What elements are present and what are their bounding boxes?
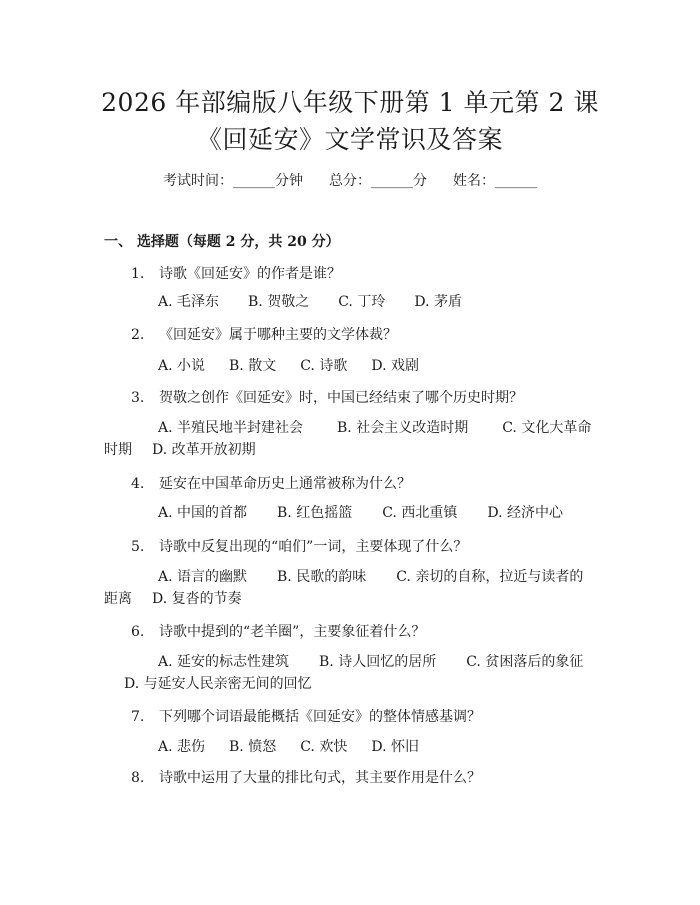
question-7 (131, 706, 481, 726)
option-b: B. 贺敬之 (248, 294, 310, 310)
option-d: D. 戏剧 (371, 358, 419, 374)
option-d: D. 经济中心 (487, 505, 563, 521)
question-number: 1. (131, 266, 145, 282)
question-1 (131, 263, 341, 283)
question-6-options (104, 651, 592, 695)
option-c: C. 诗歌 (300, 358, 348, 374)
option-b: B. 民歌的韵味 (277, 569, 367, 585)
question-4-options (104, 502, 592, 524)
student-name-field: 姓名：______ (453, 173, 537, 189)
option-a: A. 毛泽东 (158, 294, 220, 310)
section-heading: 一、 选择题（每题 2 分，共 20 分） (104, 234, 340, 250)
question-number: 3. (131, 390, 145, 406)
option-c: C. 亲切的自称，拉近与读者的距离 (104, 569, 584, 607)
option-d: D. 怀旧 (371, 739, 419, 755)
option-a: A. 半殖民地半封建社会 (158, 420, 304, 436)
option-b: B. 红色摇篮 (277, 505, 353, 521)
question-2-options (104, 355, 592, 377)
option-d: D. 茅盾 (414, 294, 462, 310)
document-title-line1: 2026 年部编版八年级下册第 1 单元第 2 课 (101, 88, 599, 117)
question-number: 2. (131, 327, 145, 343)
question-2 (131, 324, 397, 344)
question-3 (131, 387, 523, 407)
question-1-options (104, 291, 592, 313)
question-number: 4. (131, 476, 145, 492)
option-a: A. 语言的幽默 (158, 569, 248, 585)
question-4 (131, 473, 411, 493)
question-3-options (104, 417, 592, 461)
question-5 (131, 536, 467, 556)
option-b: B. 愤怒 (229, 739, 277, 755)
option-a: A. 延安的标志性建筑 (158, 654, 290, 670)
option-b: B. 散文 (229, 358, 277, 374)
option-d: D. 复沓的节奏 (152, 591, 242, 607)
option-d: D. 改革开放初期 (152, 442, 256, 458)
question-text: 诗歌中反复出现的“咱们”一词，主要体现了什么？ (159, 539, 468, 555)
option-b: B. 社会主义改造时期 (337, 420, 469, 436)
question-text: 诗歌中提到的“老羊圈”，主要象征着什么？ (159, 624, 426, 640)
document-title-line2: 《回延安》文学常识及答案 (196, 125, 503, 154)
option-a: A. 小说 (158, 358, 206, 374)
option-d: D. 与延安人民亲密无间的回忆 (124, 676, 312, 692)
question-text: 贺敬之创作《回延安》时，中国已经结束了哪个历史时期？ (159, 390, 523, 406)
question-number: 5. (131, 539, 145, 555)
option-c: C. 丁玲 (338, 294, 386, 310)
question-number: 8. (131, 770, 145, 786)
option-a: A. 中国的首都 (158, 505, 248, 521)
option-c: C. 贫困落后的象征 (466, 654, 584, 670)
question-text: 《回延安》属于哪种主要的文学体裁？ (159, 327, 397, 343)
question-8 (131, 767, 481, 787)
question-text: 诗歌《回延安》的作者是谁？ (159, 266, 341, 282)
option-c: C. 文化大革命时期 (104, 420, 592, 458)
option-c: C. 西北重镇 (382, 505, 458, 521)
total-score-field: 总分：______分 (329, 173, 427, 189)
option-a: A. 悲伤 (158, 739, 206, 755)
question-text: 诗歌中运用了大量的排比句式，其主要作用是什么？ (159, 770, 481, 786)
question-5-options (104, 566, 592, 610)
question-6 (131, 621, 425, 641)
exam-time-field: 考试时间：______分钟 (163, 173, 303, 189)
question-number: 7. (131, 709, 145, 725)
option-c: C. 欢快 (300, 739, 348, 755)
question-text: 延安在中国革命历史上通常被称为什么？ (159, 476, 411, 492)
option-b: B. 诗人回忆的居所 (319, 654, 437, 670)
exam-meta (0, 170, 700, 190)
question-7-options (104, 736, 592, 758)
question-number: 6. (131, 624, 145, 640)
question-text: 下列哪个词语最能概括《回延安》的整体情感基调？ (159, 709, 481, 725)
